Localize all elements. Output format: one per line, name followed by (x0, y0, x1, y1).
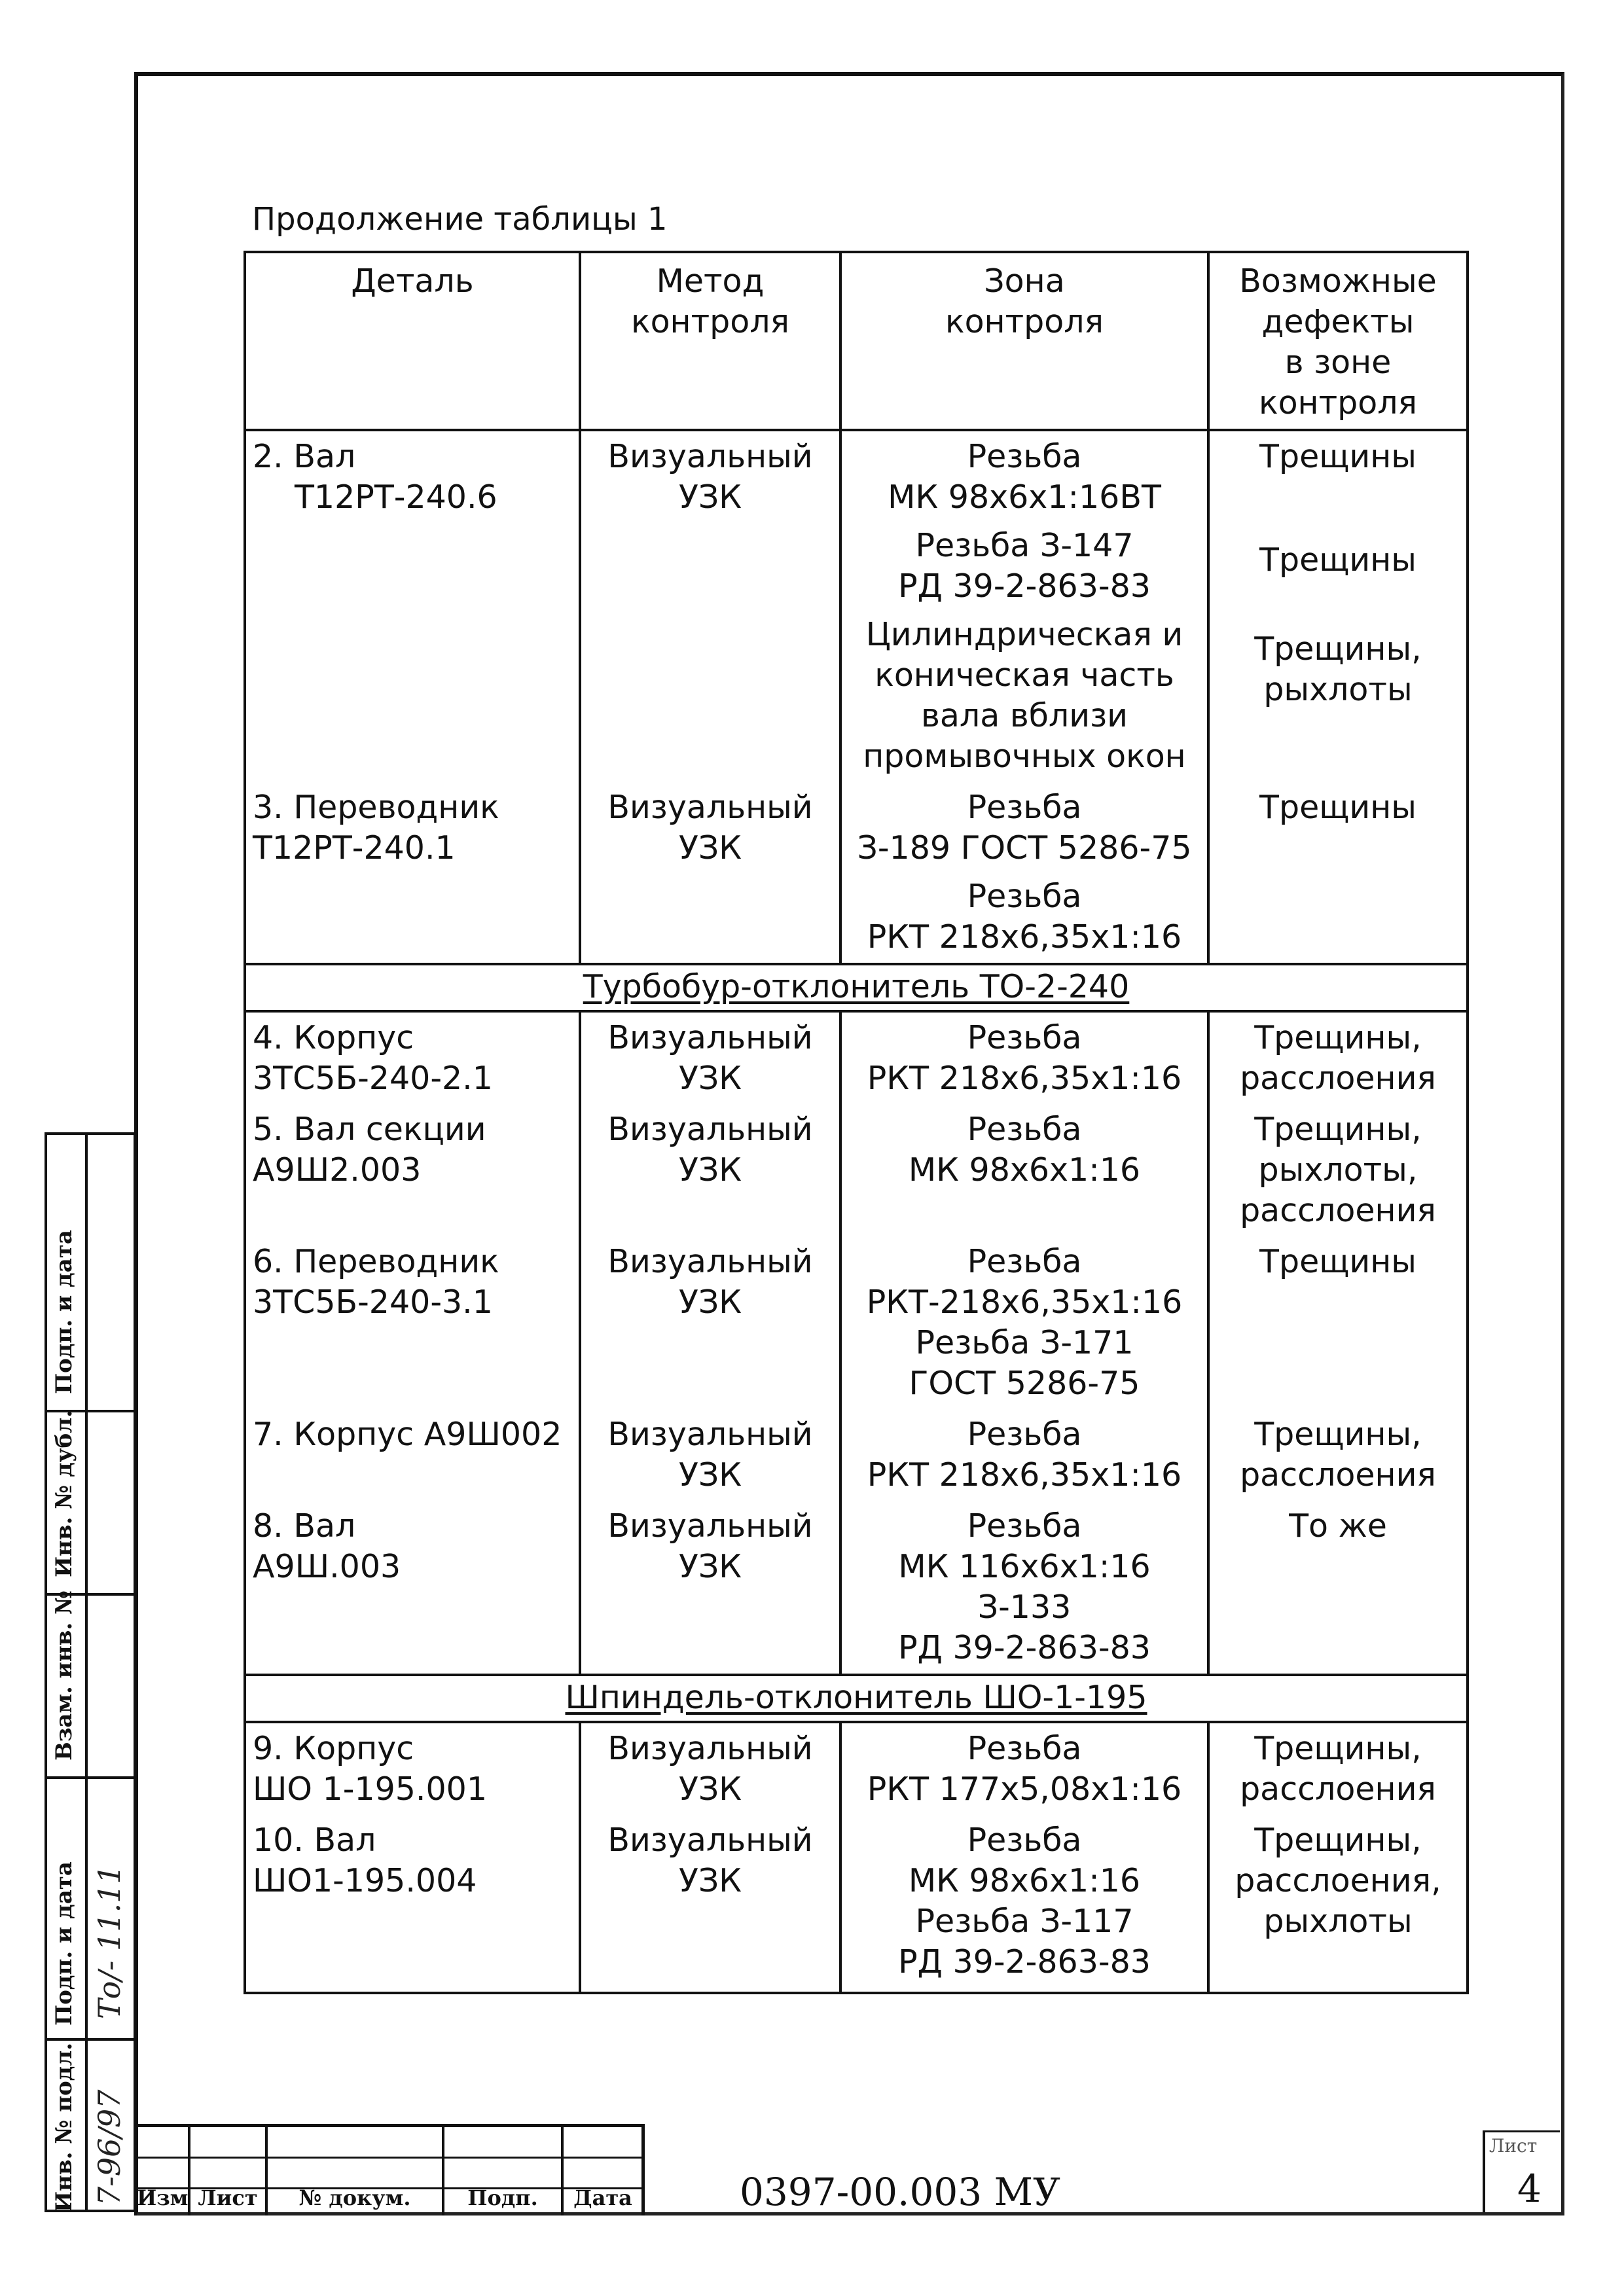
stamp-column-divider (85, 1135, 88, 2210)
title-block-grid (134, 2124, 645, 2215)
table-row (245, 430, 1468, 782)
cell-method: Визуальный УЗК (580, 1501, 840, 1675)
stamp-label-vzam-inv: Взам. инв. № (51, 1590, 77, 1761)
cell-defects: Трещины Трещины Трещины, рыхлоты (1208, 430, 1468, 782)
cell-method: Визуальный УЗК (580, 1409, 840, 1501)
cell-detail: 9. Корпус ШО 1-195.001 (245, 1722, 580, 1815)
cell-zone: Резьба РКТ 177х5,08х1:16 (840, 1722, 1208, 1815)
cell-defects: То же (1208, 1501, 1468, 1675)
sheet-number: 4 (1517, 2166, 1542, 2211)
section-row (245, 964, 1468, 1011)
cell-defects: Трещины, рыхлоты, расслоения (1208, 1104, 1468, 1236)
stamp-row-divider (47, 2038, 134, 2041)
cell-detail: 4. Корпус 3ТС5Б-240-2.1 (245, 1011, 580, 1104)
document-code: 0397-00.003 МУ (740, 2170, 1060, 2214)
cell-defects: Трещины (1208, 1236, 1468, 1409)
stamp-label-inv-podl: Инв. № подл. (51, 2042, 77, 2212)
table-row (245, 1236, 1468, 1409)
cell-method: Визуальный УЗК (580, 782, 840, 964)
table-row (245, 1722, 1468, 1815)
cell-defects: Трещины, расслоения (1208, 1722, 1468, 1815)
table-caption: Продолжение таблицы 1 (252, 201, 668, 238)
cell-defects: Трещины, расслоения (1208, 1011, 1468, 1104)
cell-detail: 6. Переводник 3ТС5Б-240-3.1 (245, 1236, 580, 1409)
header-detail: Деталь (245, 252, 580, 430)
table-row (245, 1501, 1468, 1675)
cell-detail: 3. Переводник Т12РТ-240.1 (245, 782, 580, 964)
table-row (245, 782, 1468, 964)
cell-detail: 5. Вал секции А9Ш2.003 (245, 1104, 580, 1236)
cell-method: Визуальный УЗК (580, 1722, 840, 1815)
cell-method: Визуальный УЗК (580, 1104, 840, 1236)
cell-zone: Резьба З-189 ГОСТ 5286-75 Резьба РКТ 218х6,35х1:16 (840, 782, 1208, 964)
header-method: Метод контроля (580, 252, 840, 430)
inspection-table (244, 251, 1469, 1994)
cell-detail: 10. Вал ШО1-195.004 (245, 1815, 580, 1993)
tb-label-doc-number: № докум. (298, 2185, 411, 2210)
table-row (245, 1409, 1468, 1501)
cell-method: Визуальный УЗК (580, 1815, 840, 1993)
cell-detail: 8. Вал А9Ш.003 (245, 1501, 580, 1675)
cell-zone: Резьба МК 116х6х1:16 З-133 РД 39-2-863-83 (840, 1501, 1208, 1675)
cell-zone: Резьба МК 98х6х1:16 (840, 1104, 1208, 1236)
tb-label-data: Дата (573, 2185, 632, 2210)
cell-defects: Трещины, расслоения, рыхлоты (1208, 1815, 1468, 1993)
stamp-label-podp-data: Подп. и дата (51, 1861, 77, 2026)
stamp-label-podp-data-2: Подп. и дата (51, 1230, 77, 1394)
grid-line (134, 2157, 641, 2159)
tb-label-list: Лист (198, 2185, 258, 2210)
sheet-label: Лист (1489, 2135, 1538, 2157)
table-row (245, 1011, 1468, 1104)
cell-method: Визуальный УЗК (580, 430, 840, 782)
table-row (245, 1104, 1468, 1236)
cell-detail: 2. Вал Т12РТ-240.6 (245, 430, 580, 782)
section-row (245, 1675, 1468, 1722)
cell-zone: Резьба МК 98х6х1:16 Резьба З-117 РД 39-2-863-83 (840, 1815, 1208, 1993)
stamp-label-inv-dubl: Инв. № дубл. (51, 1409, 77, 1577)
header-defects: Возможные дефекты в зоне контроля (1208, 252, 1468, 430)
cell-zone: Резьба МК 98х6х1:16ВТ Резьба З-147 РД 39-2-863-83 Цилиндрическая и коническая часть вала вблизи промывочных окон (840, 430, 1208, 782)
cell-method: Визуальный УЗК (580, 1236, 840, 1409)
cell-zone: Резьба РКТ 218х6,35х1:16 (840, 1011, 1208, 1104)
cell-zone: Резьба РКТ-218х6,35х1:16 Резьба З-171 ГОСТ 5286-75 (840, 1236, 1208, 1409)
handwritten-inventory-number: 7-96/97 (92, 2089, 127, 2206)
table-header-row (245, 252, 1468, 430)
section-title: Шпиндель-отклонитель ШО-1-195 (245, 1675, 1468, 1722)
tb-label-podp: Подп. (467, 2185, 538, 2210)
cell-defects: Трещины, расслоения (1208, 1409, 1468, 1501)
table-row (245, 1815, 1468, 1993)
section-title: Турбобур-отклонитель ТО-2-240 (245, 964, 1468, 1011)
handwritten-signature-date: Тo/- 11.11 (92, 1865, 127, 2019)
cell-method: Визуальный УЗК (580, 1011, 840, 1104)
cell-defects: Трещины (1208, 782, 1468, 964)
tb-label-izm: Изм (137, 2185, 189, 2210)
stamp-row-divider (47, 1776, 134, 1779)
cell-detail: 7. Корпус А9Ш002 (245, 1409, 580, 1501)
cell-zone: Резьба РКТ 218х6,35х1:16 (840, 1409, 1208, 1501)
header-zone: Зона контроля (840, 252, 1208, 430)
